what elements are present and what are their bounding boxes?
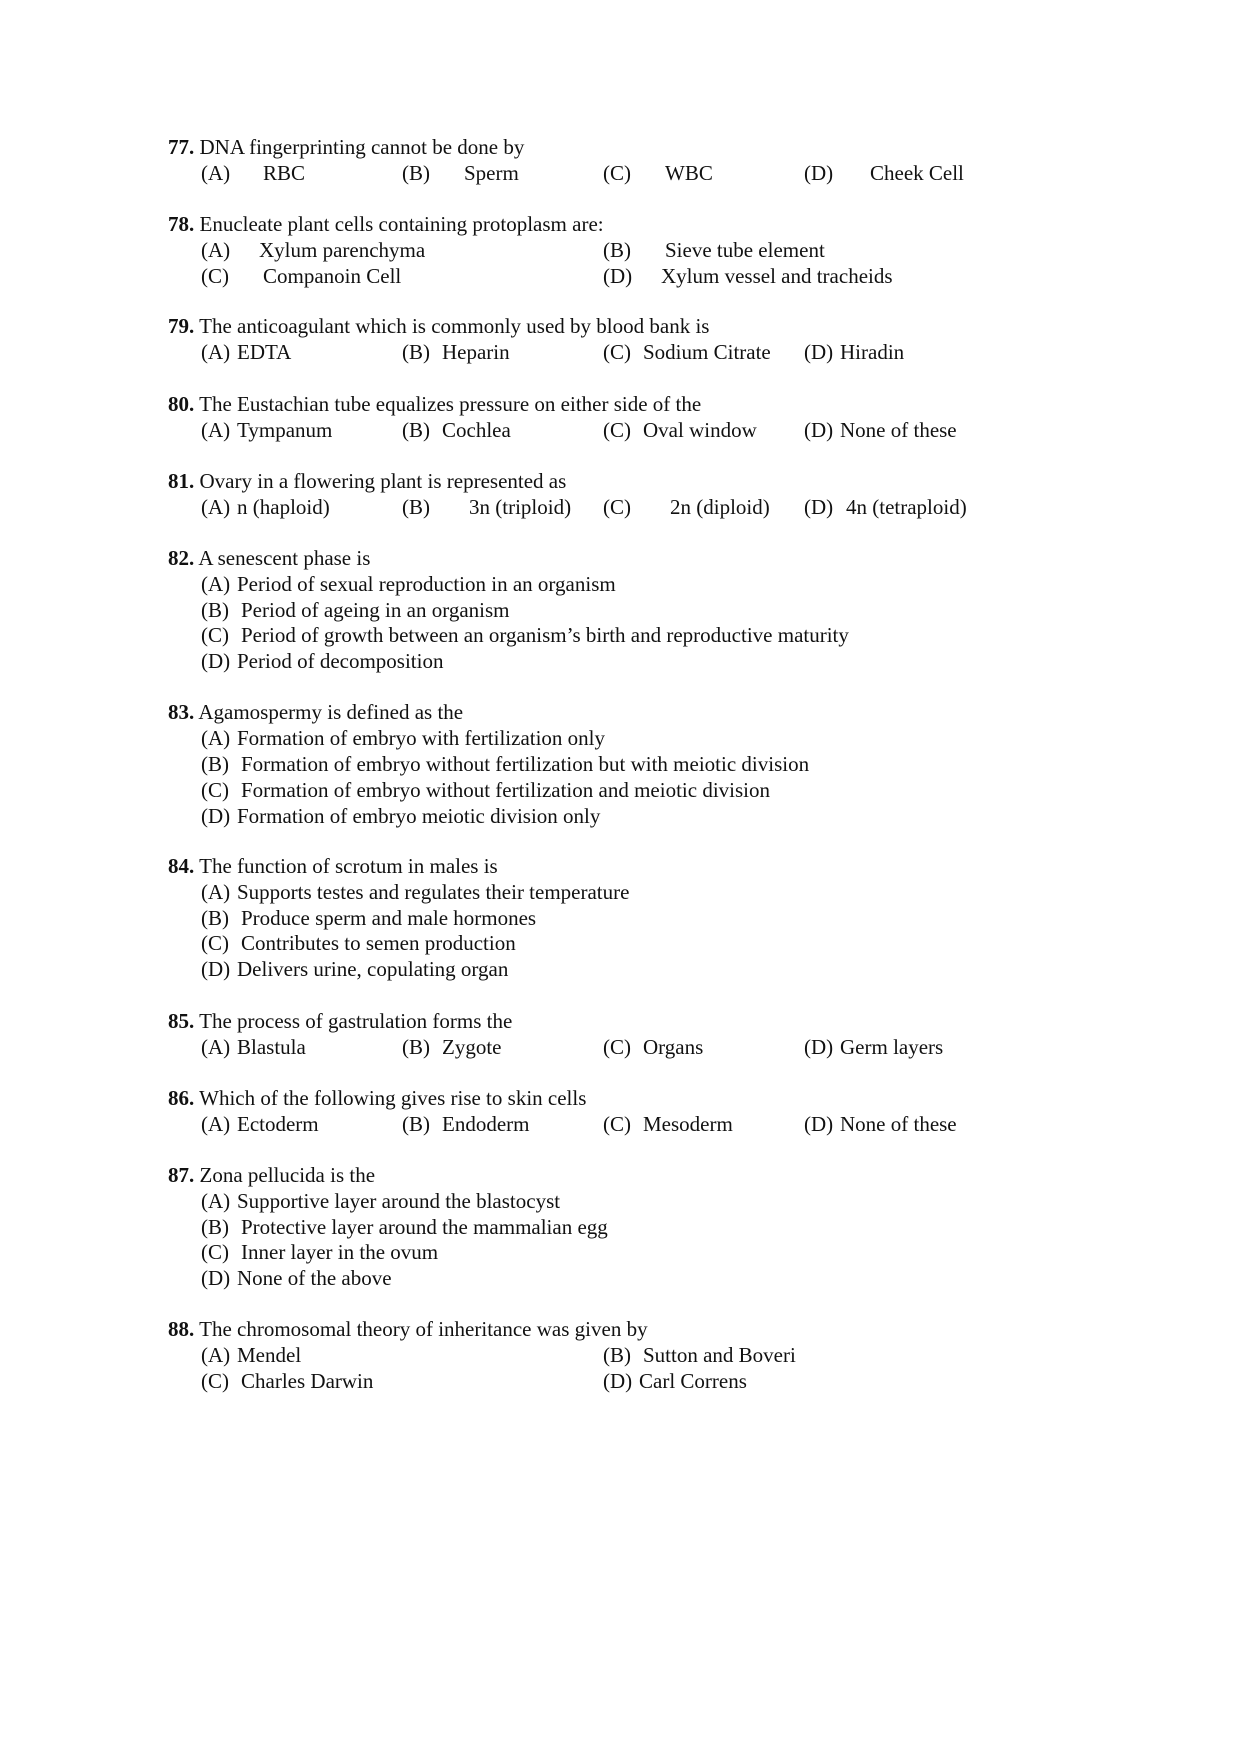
option-text: Period of ageing in an organism — [241, 598, 510, 622]
option-text: Organs — [643, 1035, 704, 1059]
question-text: The process of gastrulation forms the — [199, 1009, 513, 1033]
question-text: A senescent phase is — [198, 546, 371, 570]
option-letter: (A) — [201, 1035, 231, 1059]
question-text: Agamospermy is defined as the — [198, 700, 464, 724]
option-text: None of these — [840, 418, 957, 442]
option-text: Endoderm — [442, 1112, 530, 1136]
option-letter: (C) — [201, 778, 229, 802]
option-d — [804, 417, 957, 443]
question-number: 80. — [168, 392, 195, 416]
option-letter: (C) — [603, 161, 631, 185]
option-a — [201, 1034, 306, 1060]
option-d — [201, 648, 443, 674]
option-text: 3n (triploid) — [469, 495, 572, 519]
option-letter: (A) — [201, 418, 231, 442]
question-text: Which of the following gives rise to skin cells — [199, 1086, 587, 1110]
question-text: DNA fingerprinting cannot be done by — [199, 135, 525, 159]
question-number: 87. — [168, 1163, 195, 1187]
option-a — [201, 1342, 301, 1368]
option-letter: (B) — [603, 1343, 631, 1367]
question-number: 83. — [168, 700, 195, 724]
question-stem — [168, 853, 498, 879]
question-stem — [168, 1162, 375, 1188]
option-text: Produce sperm and male hormones — [241, 906, 537, 930]
option-letter: (C) — [201, 623, 229, 647]
option-c — [201, 1239, 438, 1265]
question-number: 88. — [168, 1317, 195, 1341]
option-text: Hiradin — [840, 340, 905, 364]
question-number: 78. — [168, 212, 195, 236]
option-a — [201, 571, 616, 597]
option-c — [603, 160, 713, 186]
question-text: Enucleate plant cells containing protoplasm are: — [199, 212, 604, 236]
question-stem — [168, 313, 709, 339]
question-stem — [168, 699, 463, 725]
option-b — [402, 1034, 501, 1060]
option-letter: (A) — [201, 161, 231, 185]
question-stem — [168, 211, 604, 237]
question-number: 85. — [168, 1009, 195, 1033]
option-letter: (A) — [201, 572, 231, 596]
option-text: Formation of embryo without fertilization and meiotic division — [241, 778, 770, 802]
question-stem — [168, 468, 566, 494]
question-text: Zona pellucida is the — [199, 1163, 376, 1187]
option-c — [201, 1368, 373, 1394]
option-text: Contributes to semen production — [241, 931, 516, 955]
option-c — [603, 417, 757, 443]
option-text: Cheek Cell — [870, 161, 964, 185]
option-letter: (B) — [402, 340, 430, 364]
option-b — [402, 160, 519, 186]
option-text: Blastula — [237, 1035, 306, 1059]
option-text: None of the above — [237, 1266, 392, 1290]
option-d — [603, 263, 893, 289]
question-number: 84. — [168, 854, 195, 878]
option-b — [201, 1214, 608, 1240]
option-letter: (A) — [201, 1343, 231, 1367]
question-text: Ovary in a flowering plant is represented as — [199, 469, 567, 493]
option-d — [804, 494, 967, 520]
option-a — [201, 1111, 319, 1137]
question-number: 86. — [168, 1086, 195, 1110]
option-b — [402, 339, 510, 365]
option-text: Period of decomposition — [237, 649, 444, 673]
option-text: Germ layers — [840, 1035, 944, 1059]
option-a — [201, 725, 605, 751]
option-text: Inner layer in the ovum — [241, 1240, 439, 1264]
option-letter: (A) — [201, 726, 231, 750]
option-letter: (C) — [603, 1112, 631, 1136]
option-letter: (D) — [804, 495, 834, 519]
option-d — [804, 339, 904, 365]
option-c — [201, 777, 770, 803]
question-text: The Eustachian tube equalizes pressure on either side of the — [199, 392, 702, 416]
option-d — [201, 956, 508, 982]
question-text: The anticoagulant which is commonly used by blood bank is — [199, 314, 710, 338]
question-stem — [168, 1316, 648, 1342]
option-a — [201, 1188, 560, 1214]
option-letter: (B) — [201, 906, 229, 930]
option-letter: (C) — [603, 1035, 631, 1059]
option-letter: (D) — [201, 1266, 231, 1290]
option-d — [201, 803, 600, 829]
option-text: Formation of embryo meiotic division only — [237, 804, 601, 828]
question-stem — [168, 1008, 512, 1034]
question-number: 79. — [168, 314, 195, 338]
option-letter: (B) — [201, 1215, 229, 1239]
option-text: Protective layer around the mammalian egg — [241, 1215, 608, 1239]
option-text: EDTA — [237, 340, 292, 364]
question-number: 82. — [168, 546, 195, 570]
option-text: Sutton and Boveri — [643, 1343, 796, 1367]
option-a — [201, 339, 291, 365]
option-a — [201, 160, 305, 186]
option-letter: (C) — [201, 264, 229, 288]
option-letter: (D) — [201, 804, 231, 828]
question-number: 81. — [168, 469, 195, 493]
option-letter: (A) — [201, 1189, 231, 1213]
option-text: n (haploid) — [237, 495, 330, 519]
option-text: Sodium Citrate — [643, 340, 771, 364]
option-c — [603, 494, 770, 520]
option-letter: (D) — [804, 161, 834, 185]
option-b — [201, 597, 509, 623]
option-text: None of these — [840, 1112, 957, 1136]
option-text: Ectoderm — [237, 1112, 319, 1136]
option-letter: (A) — [201, 238, 231, 262]
option-b — [402, 1111, 529, 1137]
option-letter: (B) — [201, 752, 229, 776]
question-stem — [168, 545, 370, 571]
question-stem — [168, 1085, 586, 1111]
option-b — [402, 417, 511, 443]
option-text: Heparin — [442, 340, 510, 364]
option-letter: (B) — [402, 418, 430, 442]
question-stem — [168, 134, 524, 160]
option-c — [201, 622, 849, 648]
option-text: Supportive layer around the blastocyst — [237, 1189, 561, 1213]
option-text: Mendel — [237, 1343, 302, 1367]
option-d — [804, 1034, 943, 1060]
option-letter: (D) — [804, 1112, 834, 1136]
option-b — [402, 494, 571, 520]
option-text: Period of sexual reproduction in an organism — [237, 572, 616, 596]
option-letter: (A) — [201, 880, 231, 904]
option-letter: (C) — [603, 418, 631, 442]
option-text: Companoin Cell — [263, 264, 402, 288]
option-b — [603, 237, 825, 263]
option-text: Charles Darwin — [241, 1369, 374, 1393]
option-letter: (B) — [402, 495, 430, 519]
option-text: Formation of embryo with fertilization only — [237, 726, 606, 750]
option-text: Zygote — [442, 1035, 502, 1059]
question-number: 77. — [168, 135, 195, 159]
option-text: Period of growth between an organism’s birth and reproductive maturity — [241, 623, 849, 647]
option-d — [603, 1368, 747, 1394]
option-a — [201, 494, 330, 520]
option-text: Cochlea — [442, 418, 511, 442]
option-c — [603, 339, 771, 365]
option-text: WBC — [665, 161, 713, 185]
option-b — [201, 751, 809, 777]
option-text: Delivers urine, copulating organ — [237, 957, 509, 981]
option-text: Sieve tube element — [665, 238, 825, 262]
question-stem — [168, 391, 701, 417]
option-c — [603, 1034, 703, 1060]
option-letter: (A) — [201, 340, 231, 364]
option-letter: (D) — [201, 957, 231, 981]
option-c — [603, 1111, 733, 1137]
option-letter: (D) — [603, 264, 633, 288]
option-letter: (D) — [804, 418, 834, 442]
option-text: RBC — [263, 161, 306, 185]
option-letter: (D) — [804, 340, 834, 364]
option-letter: (D) — [201, 649, 231, 673]
option-letter: (C) — [201, 1240, 229, 1264]
option-a — [201, 879, 629, 905]
option-text: Carl Correns — [639, 1369, 747, 1393]
option-a — [201, 237, 425, 263]
option-letter: (C) — [201, 931, 229, 955]
option-a — [201, 417, 332, 443]
option-text: Supports testes and regulates their temperature — [237, 880, 630, 904]
option-b — [603, 1342, 796, 1368]
option-c — [201, 930, 516, 956]
question-text: The chromosomal theory of inheritance was given by — [199, 1317, 648, 1341]
option-letter: (B) — [402, 161, 430, 185]
option-d — [804, 160, 964, 186]
option-text: 4n (tetraploid) — [846, 495, 967, 519]
option-b — [201, 905, 536, 931]
option-letter: (B) — [201, 598, 229, 622]
option-d — [201, 1265, 392, 1291]
option-d — [804, 1111, 957, 1137]
option-text: 2n (diploid) — [670, 495, 770, 519]
option-letter: (B) — [402, 1035, 430, 1059]
option-text: Xylum vessel and tracheids — [661, 264, 893, 288]
option-letter: (D) — [603, 1369, 633, 1393]
option-c — [201, 263, 401, 289]
option-letter: (C) — [603, 495, 631, 519]
option-text: Formation of embryo without fertilization but with meiotic division — [241, 752, 810, 776]
option-letter: (D) — [804, 1035, 834, 1059]
option-letter: (C) — [603, 340, 631, 364]
option-text: Mesoderm — [643, 1112, 733, 1136]
option-letter: (A) — [201, 495, 231, 519]
option-letter: (C) — [201, 1369, 229, 1393]
option-text: Tympanum — [237, 418, 333, 442]
option-letter: (A) — [201, 1112, 231, 1136]
option-letter: (B) — [402, 1112, 430, 1136]
option-text: Sperm — [464, 161, 519, 185]
option-text: Xylum parenchyma — [259, 238, 426, 262]
option-text: Oval window — [643, 418, 757, 442]
option-letter: (B) — [603, 238, 631, 262]
question-text: The function of scrotum in males is — [199, 854, 498, 878]
